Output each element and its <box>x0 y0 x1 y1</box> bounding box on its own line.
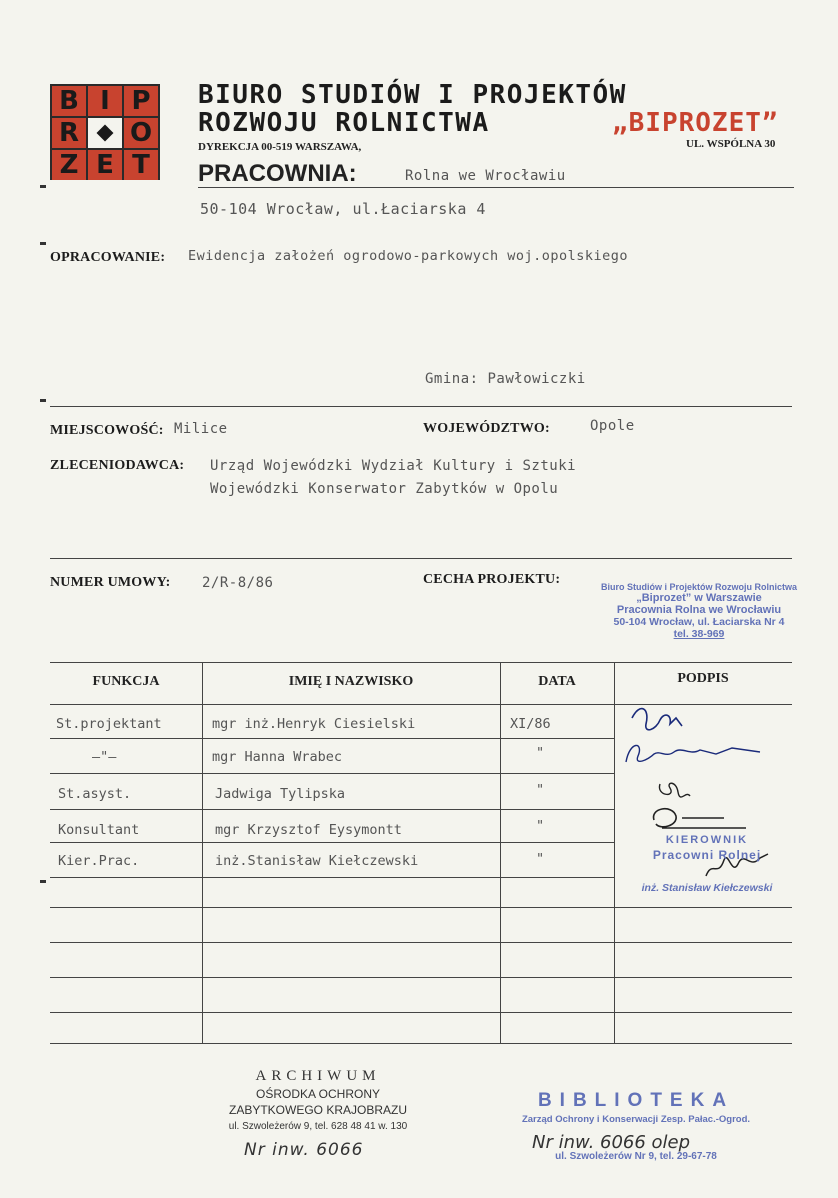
org-name-line2: ROZWOJU ROLNICTWA <box>198 108 490 138</box>
row-funkcja: Kier.Prac. <box>58 853 140 869</box>
row-nazwisko: mgr Krzysztof Eysymontt <box>215 822 402 838</box>
stamp-line: inż. Stanisław Kiełczewski <box>641 882 773 894</box>
inventory-number-handwritten: Nr inw. 6066 <box>244 1140 364 1160</box>
archiwum-line: OŚRODKA OCHRONY <box>255 1087 381 1101</box>
stamp-line: tel. 38-969 <box>673 628 725 640</box>
cecha-projektu-label: CECHA PROJEKTU: <box>423 572 561 587</box>
pracownia-value: Rolna we Wrocławiu <box>405 168 566 184</box>
street-address: UL. WSPÓLNA 30 <box>686 138 776 150</box>
zleceniodawca-line1: Urząd Wojewódzki Wydział Kultury i Sztuki <box>210 458 577 474</box>
header-podpis: PODPIS <box>677 671 729 686</box>
diamond-mark-icon <box>88 118 122 148</box>
pracownia-stamp <box>585 582 813 640</box>
row-line <box>50 1012 792 1013</box>
logo-letter: O <box>124 118 158 148</box>
header-funkcja: FUNKCJA <box>92 674 160 689</box>
pracownia-label: PRACOWNIA: <box>198 160 357 187</box>
logo-letter: I <box>88 86 122 116</box>
row-line <box>50 942 792 943</box>
pracownia-address: 50-104 Wrocław, ul.Łaciarska 4 <box>200 200 486 218</box>
row-line <box>50 809 614 810</box>
row-data: " <box>536 818 545 834</box>
row-line <box>50 977 792 978</box>
wojewodztwo-value: Opole <box>590 418 635 434</box>
logo-letter: E <box>88 150 122 180</box>
divider <box>50 406 792 407</box>
stamp-line: Biuro Studiów i Projektów Rozwoju Rolnictwa <box>600 582 797 592</box>
row-data: " <box>536 851 545 867</box>
biblioteka-line: ul. Szwoleżerów Nr 9, tel. 29-67-78 <box>555 1151 717 1162</box>
miejscowosc-label: MIEJSCOWOŚĆ: <box>50 423 164 438</box>
archiwum-line: ul. Szwoleżerów 9, tel. 628 48 41 w. 130 <box>228 1121 408 1132</box>
row-line <box>50 773 614 774</box>
wojewodztwo-label: WOJEWÓDZTWO: <box>423 421 550 436</box>
row-data: " <box>536 782 545 798</box>
stamp-line: Pracowni Rolnej <box>652 848 762 862</box>
margin-mark <box>40 399 46 402</box>
logo-letter: P <box>124 86 158 116</box>
row-funkcja: –"– <box>92 749 117 765</box>
table-top-border <box>50 662 792 663</box>
margin-mark <box>40 880 46 883</box>
margin-mark <box>40 242 46 245</box>
row-nazwisko: inż.Stanisław Kiełczewski <box>215 853 419 869</box>
row-data: " <box>536 745 545 761</box>
brand-name: „BIPROZET” <box>612 108 779 138</box>
org-name-line1: BIURO STUDIÓW I PROJEKTÓW <box>198 80 627 110</box>
row-funkcja: St.asyst. <box>58 786 132 802</box>
row-line <box>50 738 614 739</box>
numer-umowy-value: 2/R-8/86 <box>202 575 274 591</box>
header-data: DATA <box>538 674 576 689</box>
header-imie-nazwisko: IMIĘ I NAZWISKO <box>288 674 414 689</box>
archiwum-line: ZABYTKOWEGO KRAJOBRAZU <box>228 1103 408 1117</box>
stamp-line: KIEROWNIK <box>665 834 749 846</box>
dyrekcja-address: DYREKCJA 00-519 WARSZAWA, <box>198 141 362 153</box>
opracowanie-value: Ewidencja założeń ogrodowo-parkowych woj.opolskiego <box>188 248 629 264</box>
logo-letter: T <box>124 150 158 180</box>
row-nazwisko: mgr Hanna Wrabec <box>212 749 343 765</box>
opracowanie-label: OPRACOWANIE: <box>50 250 166 265</box>
zleceniodawca-line2: Wojewódzki Konserwator Zabytków w Opolu <box>210 481 559 497</box>
margin-mark <box>40 185 46 188</box>
stamp-line: „Biprozet” w Warszawie <box>636 592 762 604</box>
table-bottom-border <box>50 1043 792 1044</box>
archiwum-stamp <box>198 1068 438 1132</box>
row-line <box>50 877 614 878</box>
stamp-line: Pracownia Rolna we Wrocławiu <box>616 604 782 616</box>
row-nazwisko: mgr inż.Henryk Ciesielski <box>212 716 416 732</box>
divider <box>198 187 794 188</box>
stamp-line: 50-104 Wrocław, ul. Łaciarska Nr 4 <box>613 616 785 628</box>
biblioteka-line: Zarząd Ochrony i Konserwacji Zesp. Pałac.-Ogrod. <box>521 1114 751 1125</box>
row-line <box>50 907 792 908</box>
row-funkcja: St.projektant <box>56 716 162 732</box>
archiwum-line: ARCHIWUM <box>255 1068 381 1084</box>
miejscowosc-value: Milice <box>174 421 228 437</box>
biblioteka-inventory-handwritten: Nr inw. 6066 olep <box>532 1132 691 1153</box>
biprozet-logo <box>50 84 160 180</box>
row-nazwisko: Jadwiga Tylipska <box>215 786 346 802</box>
column-divider <box>500 662 501 1043</box>
column-divider <box>202 662 203 1043</box>
zleceniodawca-label: ZLECENIODAWCA: <box>50 458 185 473</box>
logo-letter: B <box>52 86 86 116</box>
divider <box>50 558 792 559</box>
row-funkcja: Konsultant <box>58 822 140 838</box>
logo-letter: Z <box>52 150 86 180</box>
gmina-value: Gmina: Pawłowiczki <box>425 371 586 387</box>
logo-letter: R <box>52 118 86 148</box>
biblioteka-line: BIBLIOTEKA <box>537 1090 735 1111</box>
numer-umowy-label: NUMER UMOWY: <box>50 575 171 590</box>
kierownik-stamp <box>612 834 802 894</box>
row-data: XI/86 <box>510 716 551 732</box>
row-line <box>50 842 614 843</box>
